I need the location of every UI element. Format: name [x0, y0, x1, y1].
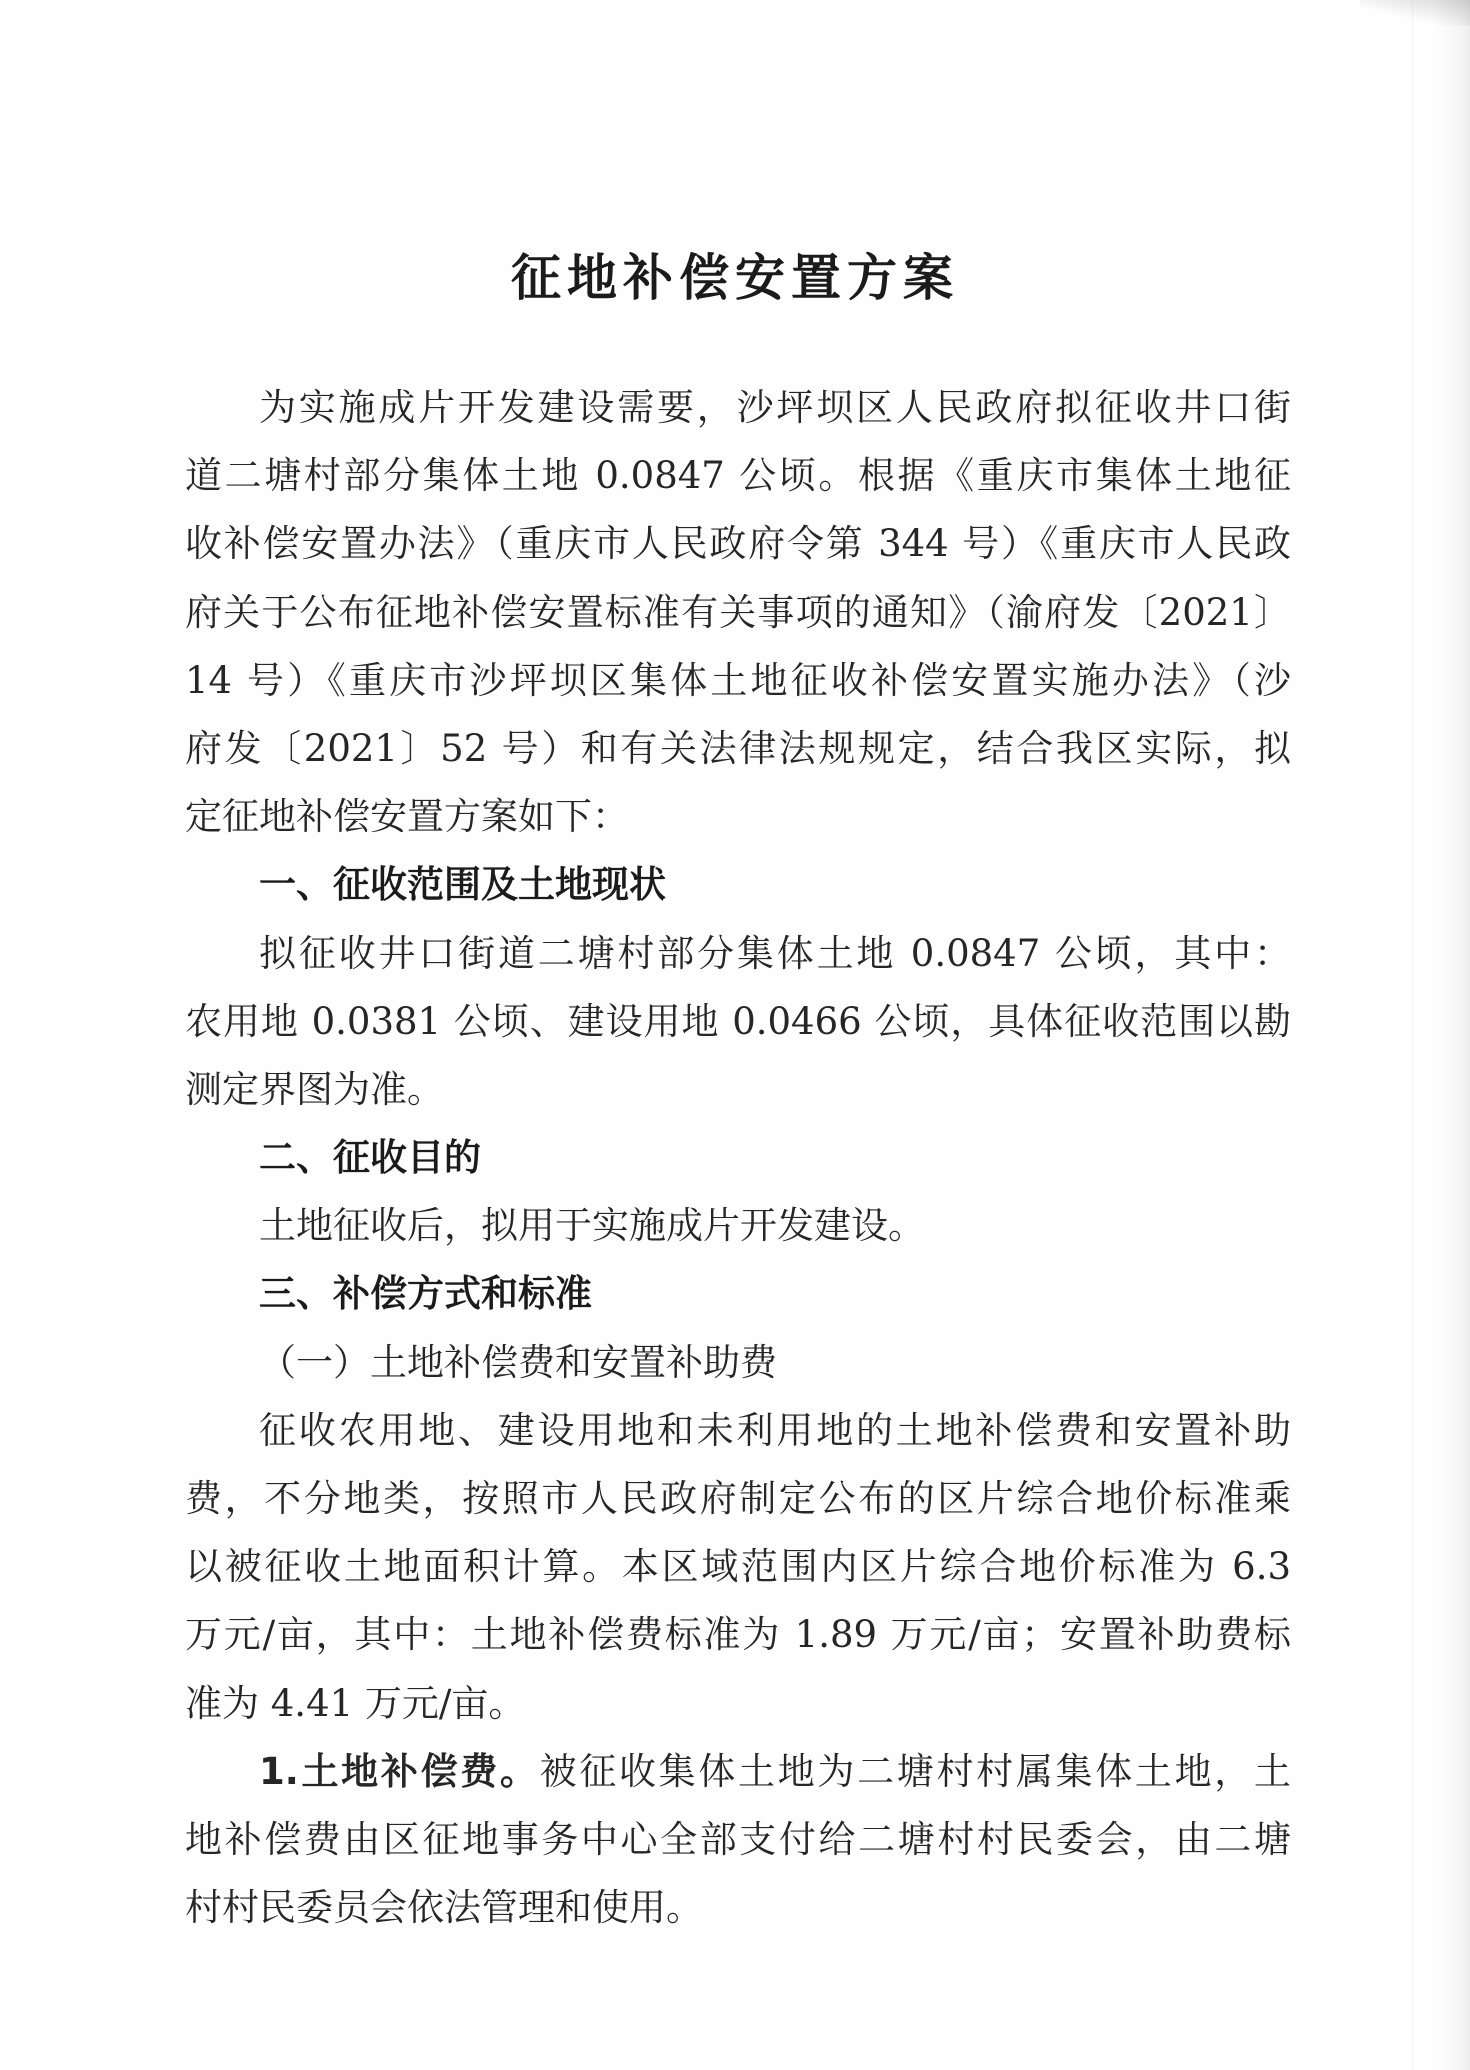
text-line: 农用地 0.0381 公顷、建设用地 0.0466 公顷，具体征收范围以勘 [185, 999, 1291, 1043]
section-heading-scope: 一、征收范围及土地现状 [259, 863, 666, 907]
text-line: 收补偿安置办法》（重庆市人民政府令第 344 号）《重庆市人民政 [185, 522, 1291, 566]
section-heading-compensation: 三、补偿方式和标准 [259, 1272, 592, 1316]
document-body [185, 374, 1291, 1942]
text-line: 定征地补偿安置方案如下： [185, 795, 629, 839]
section-heading-purpose: 二、征收目的 [259, 1136, 481, 1180]
text-line: 为实施成片开发建设需要，沙坪坝区人民政府拟征收井口街 [259, 386, 1291, 429]
scan-corner-shadow [1360, 0, 1470, 26]
text-line: 费，不分地类，按照市人民政府制定公布的区片综合地价标准乘 [185, 1477, 1291, 1520]
paragraph-compensation-standard [185, 1397, 1291, 1738]
text-line: 准为 4.41 万元/亩。 [185, 1681, 526, 1725]
document-title: 征地补偿安置方案 [511, 248, 959, 307]
text-line: 以被征收土地面积计算。本区域范围内区片综合地价标准为 6.3 [185, 1545, 1291, 1589]
text-line: 拟征收井口街道二塘村部分集体土地 0.0847 公顷，其中： [259, 931, 1291, 975]
text-line: 府发〔2021〕52 号）和有关法律法规规定，结合我区实际，拟 [185, 726, 1291, 770]
item-lead: 1.土地补偿费。 [259, 1749, 540, 1793]
paragraph-purpose [185, 1192, 1291, 1260]
paragraph-land-compensation-fee [185, 1738, 1291, 1943]
subsection-heading-land-compensation: （一）土地补偿费和安置补助费 [259, 1340, 777, 1384]
text-line: 土地征收后，拟用于实施成片开发建设。 [259, 1204, 925, 1248]
paragraph-scope [185, 920, 1291, 1125]
text-line: 14 号）《重庆市沙坪坝区集体土地征收补偿安置实施办法》（沙 [185, 658, 1291, 702]
text-line: 地补偿费由区征地事务中心全部支付给二塘村村民委会，由二塘 [185, 1817, 1291, 1861]
text-line: 道二塘村部分集体土地 0.0847 公顷。根据《重庆市集体土地征 [185, 454, 1291, 498]
text-line [185, 1738, 1291, 1806]
paragraph-intro [185, 374, 1291, 851]
item-text: 被征收集体土地为二塘村村属集体土地，土 [539, 1749, 1291, 1793]
text-line: 测定界图为准。 [185, 1067, 444, 1111]
text-line: 府关于公布征地补偿安置标准有关事项的通知》（渝府发〔2021〕 [185, 590, 1291, 634]
text-line: 征收农用地、建设用地和未利用地的土地补偿费和安置补助 [259, 1408, 1291, 1452]
text-line: 万元/亩，其中：土地补偿费标准为 1.89 万元/亩；安置补助费标 [185, 1613, 1291, 1657]
text-line: 村村民委员会依法管理和使用。 [185, 1886, 703, 1930]
